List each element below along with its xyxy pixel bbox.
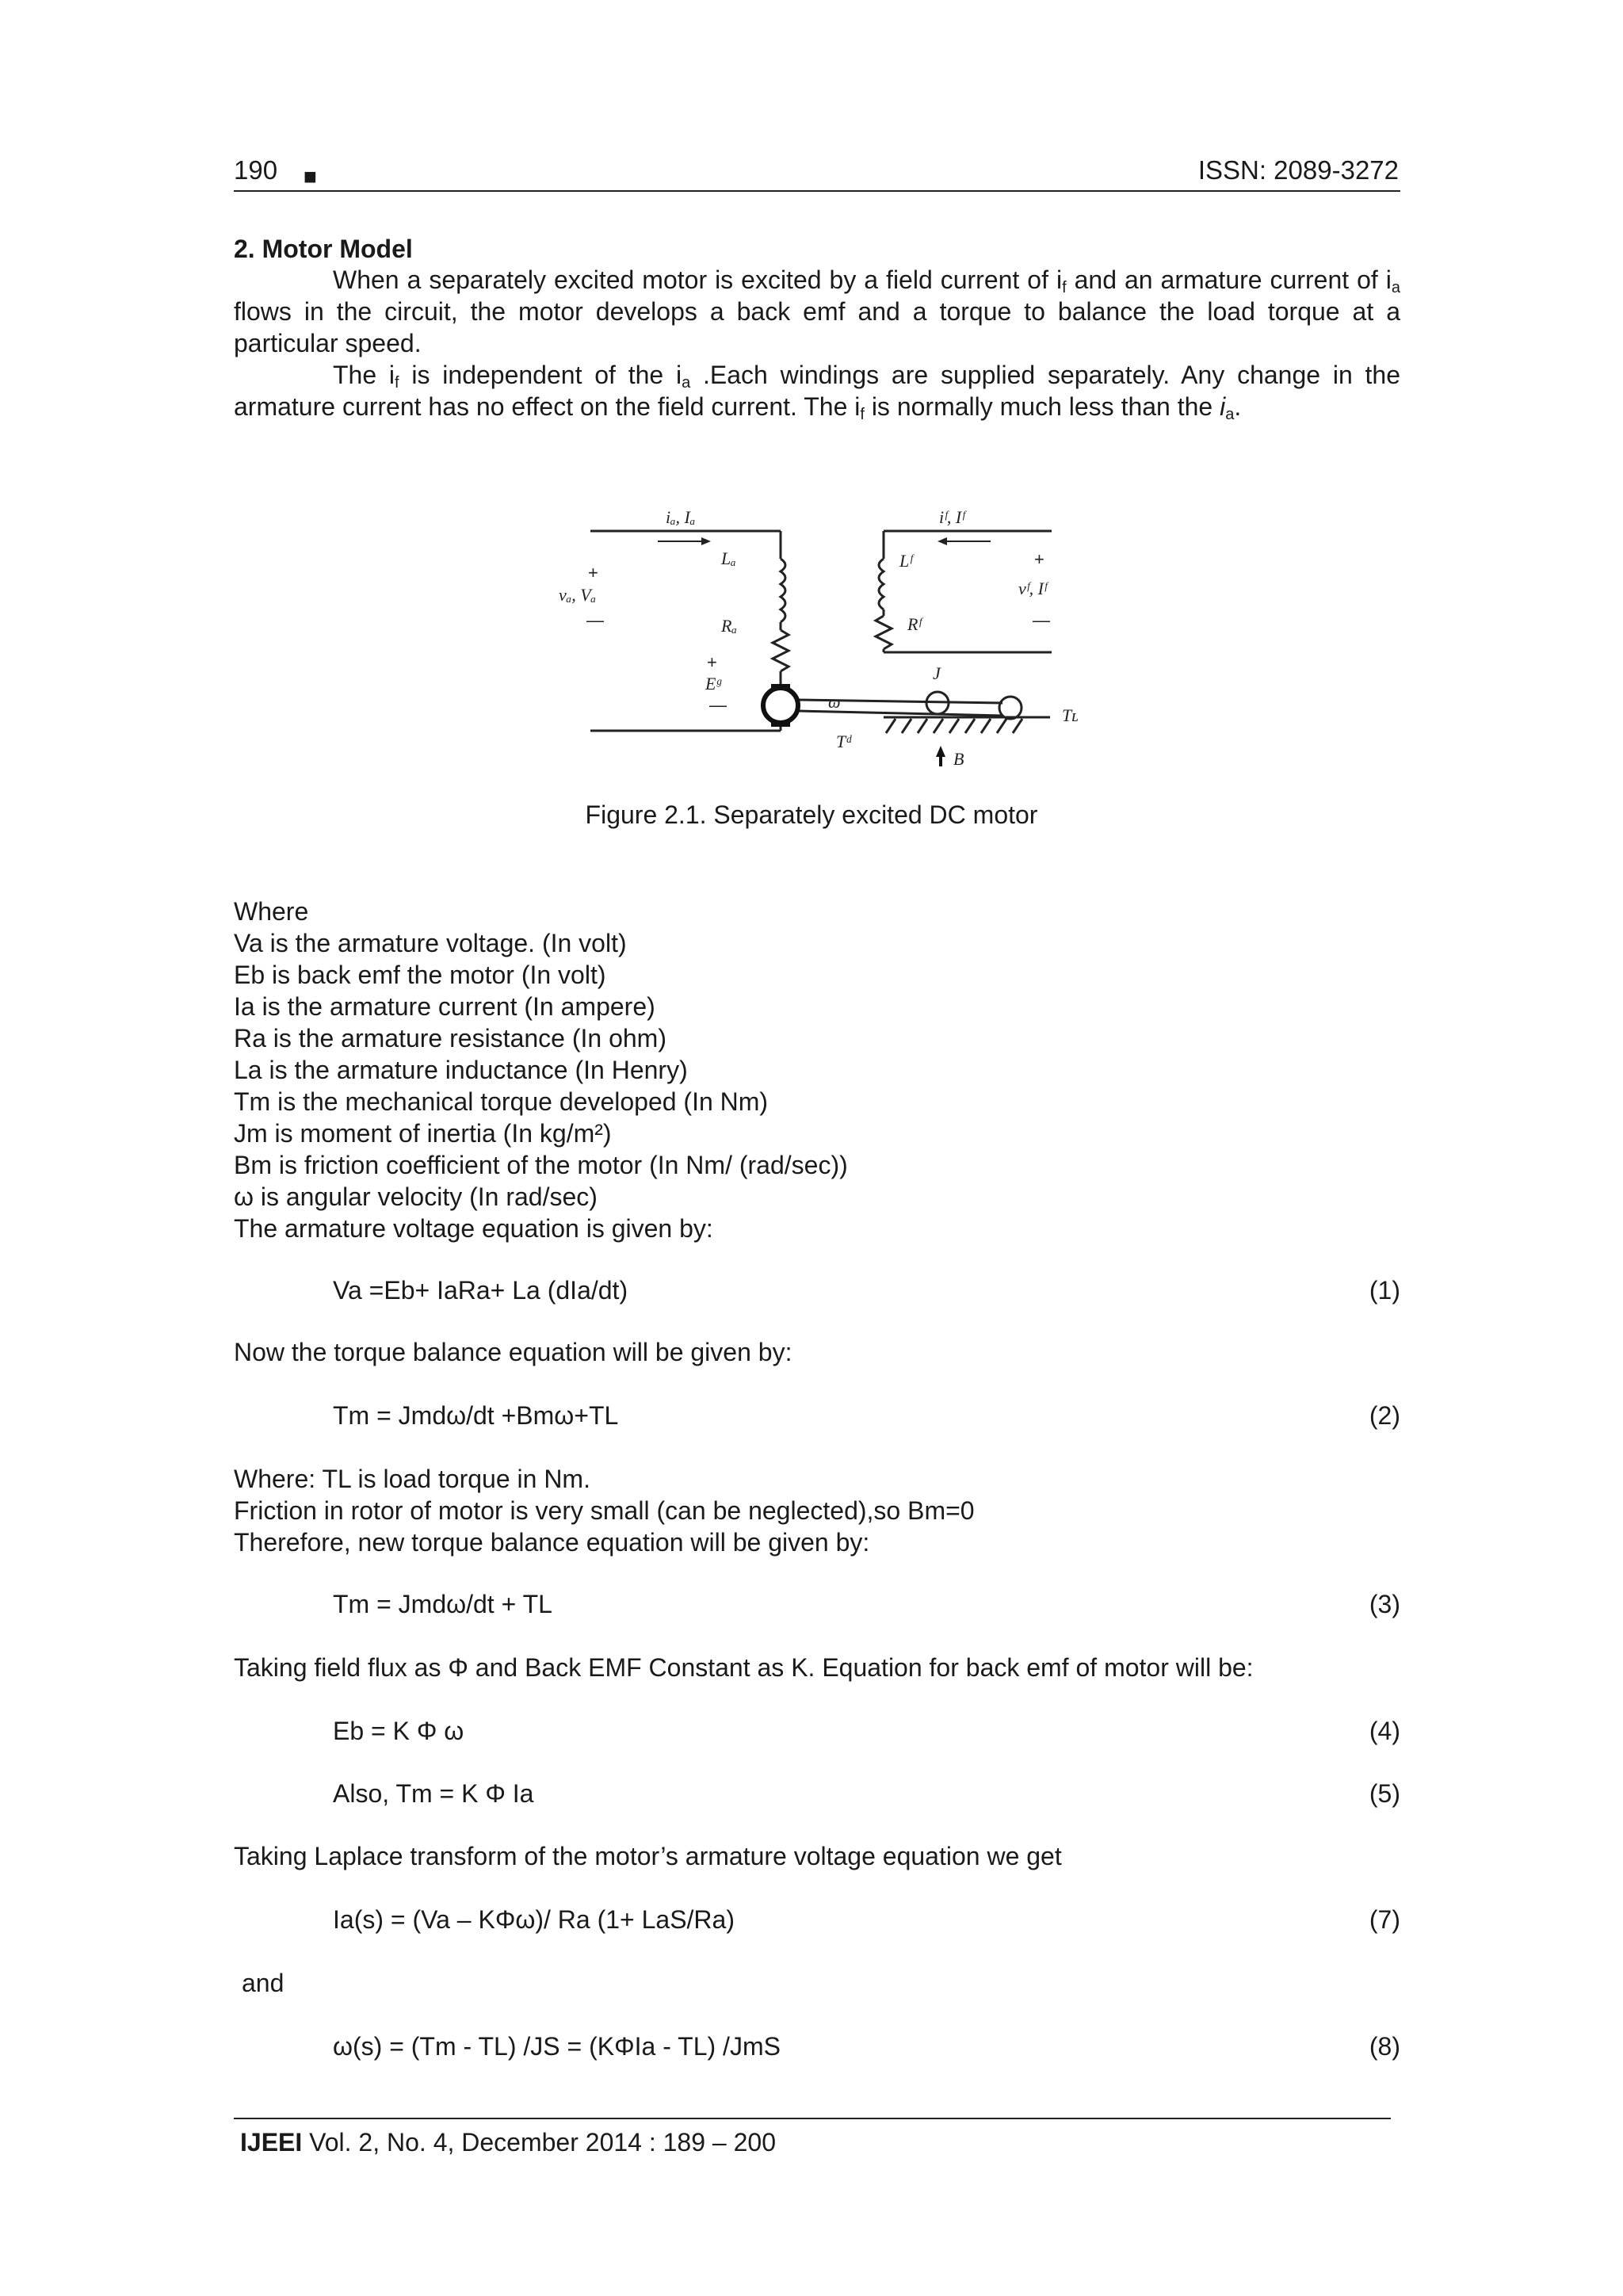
footer-divider: [234, 2118, 1391, 2119]
armature-plus-sign: +: [588, 563, 598, 583]
definition-line: Bm is friction coefficient of the motor (In Nm/ (rad/sec)): [234, 1151, 848, 1179]
definition-line: ω is angular velocity (In rad/sec): [234, 1182, 598, 1211]
definition-line: Tm is the mechanical torque developed (In Nm): [234, 1087, 769, 1116]
equation-text: Ia(s) = (Va – KΦω)/ Ra (1+ LaS/Ra): [333, 1905, 735, 1934]
definition-line: Where: [234, 897, 309, 926]
label-Eg: Eᵍ: [705, 674, 721, 693]
label-if-If: iᶠ, Iᶠ: [939, 507, 965, 527]
equation-1: [234, 1276, 1400, 1308]
p1-text-2: and an armature current of i: [1066, 266, 1392, 294]
equation-8: [234, 2032, 1400, 2064]
label-Ra: Rₐ: [721, 616, 737, 636]
emf-minus-sign: —: [709, 695, 727, 715]
page-header: [234, 155, 1399, 190]
field-minus-sign: —: [1033, 610, 1050, 630]
p1-sub-1: f: [1062, 279, 1067, 296]
equation-4: [234, 1717, 1400, 1748]
equation-number: (1): [1369, 1276, 1400, 1305]
equation-number: (5): [1369, 1779, 1400, 1808]
equation-number: (2): [1369, 1401, 1400, 1430]
equation-3: [234, 1590, 1400, 1622]
laplace-intro-text: Taking Laplace transform of the motor’s armature voltage equation we get: [234, 1842, 1062, 1870]
figure-caption: Figure 2.1. Separately excited DC motor: [585, 800, 1038, 829]
definition-line: Va is the armature voltage. (In volt): [234, 929, 627, 957]
definition-line: Eb is back emf the motor (In volt): [234, 961, 606, 989]
definitions-list: [234, 896, 1400, 1244]
issn-label: ISSN: 2089-3272: [1197, 155, 1399, 185]
label-omega: ω: [828, 692, 841, 712]
equation-text: Tm = Jmdω/dt +Bmω+TL: [333, 1401, 619, 1430]
definition-line: Ia is the armature current (In ampere): [234, 992, 655, 1021]
label-J: J: [933, 663, 941, 683]
armature-minus-sign: —: [586, 610, 604, 630]
p2-italic-i: i: [1220, 392, 1226, 421]
label-Lf: Lᶠ: [899, 551, 913, 571]
and-text: and: [242, 1969, 285, 1997]
p1-sub-2: a: [1391, 279, 1401, 296]
p2-text-3: .Each windings are supplied separately. Any change in the armature current has no effect on the field current. The i: [234, 361, 1401, 421]
equation-text: Also, Tm = K Φ Ia: [333, 1779, 534, 1808]
equation-number: (4): [1369, 1717, 1400, 1745]
label-Rf: Rᶠ: [907, 614, 922, 634]
p2-text-2: is independent of the i: [399, 361, 682, 389]
section-heading: 2. Motor Model: [234, 235, 413, 263]
equation-number: (8): [1369, 2032, 1400, 2061]
page-number: 190: [234, 155, 278, 185]
p2-sub-3: f: [860, 406, 865, 423]
equation-number: (7): [1369, 1905, 1400, 1934]
definition-line: La is the armature inductance (In Henry): [234, 1056, 688, 1084]
page-footer: [240, 2128, 776, 2157]
equation-5: [234, 1779, 1400, 1811]
p1-text-1: When a separately excited motor is excited by a field current of i: [333, 266, 1063, 294]
equation-text: Tm = Jmdω/dt + TL: [333, 1590, 552, 1618]
definition-line: Ra is the armature resistance (In ohm): [234, 1024, 666, 1052]
p2-sub-4: a: [1225, 406, 1235, 423]
flux-intro-text: Taking field flux as Φ and Back EMF Constant as K. Equation for back emf of motor will be:: [234, 1653, 1254, 1682]
paragraph-2: [234, 359, 1400, 422]
p2-sub-1: f: [395, 374, 399, 392]
label-ia-Ia: iₐ, Iₐ: [666, 507, 696, 527]
p2-text-5: .: [1234, 392, 1242, 421]
journal-details: Vol. 2, No. 4, December 2014 : 189 – 200: [302, 2128, 776, 2157]
label-La: Lₐ: [721, 548, 736, 568]
motor-circuit-diagram: [559, 495, 1113, 777]
journal-name: IJEEI: [240, 2128, 303, 2157]
where-tl-text: Where: TL is load torque in Nm.: [234, 1465, 590, 1493]
paragraph-1: [234, 264, 1400, 359]
emf-plus-sign: +: [707, 652, 717, 672]
equation-7: [234, 1905, 1400, 1937]
equation-text: ω(s) = (Tm - TL) /JS = (KΦIa - TL) /JmS: [333, 2032, 781, 2061]
torque-intro-text: Now the torque balance equation will be given by:: [234, 1338, 792, 1366]
equation-text: Eb = K Φ ω: [333, 1717, 464, 1745]
motor-circuit-figure: [559, 495, 1113, 777]
p1-text-3: flows in the circuit, the motor develops a back emf and a torque to balance the load torque at a particular speed.: [234, 297, 1400, 357]
label-vf-If: vᶠ, Iᶠ: [1018, 579, 1047, 598]
label-TL: Tʟ: [1062, 705, 1079, 725]
label-va-Va: vₐ, Vₐ: [559, 585, 597, 605]
p2-text-4: is normally much less than the: [864, 392, 1220, 421]
label-B: B: [953, 749, 964, 769]
equation-2: [234, 1401, 1400, 1433]
label-Td: Tᵈ: [836, 732, 852, 751]
equation-text: Va =Eb+ IaRa+ La (dIa/dt): [333, 1276, 628, 1305]
p2-sub-2: a: [682, 374, 691, 392]
header-divider: [234, 190, 1400, 192]
equation-number: (3): [1369, 1590, 1400, 1618]
definition-line: Jm is moment of inertia (In kg/m²): [234, 1119, 612, 1148]
therefore-text: Therefore, new torque balance equation will be given by:: [234, 1528, 870, 1557]
friction-text: Friction in rotor of motor is very small (can be neglected),so Bm=0: [234, 1496, 975, 1525]
field-plus-sign: +: [1034, 549, 1044, 569]
header-square-glyph: ■: [304, 164, 317, 189]
motor-armature-icon: [763, 688, 798, 723]
definition-line: The armature voltage equation is given by:: [234, 1214, 713, 1243]
p2-text-1: The i: [333, 361, 395, 389]
